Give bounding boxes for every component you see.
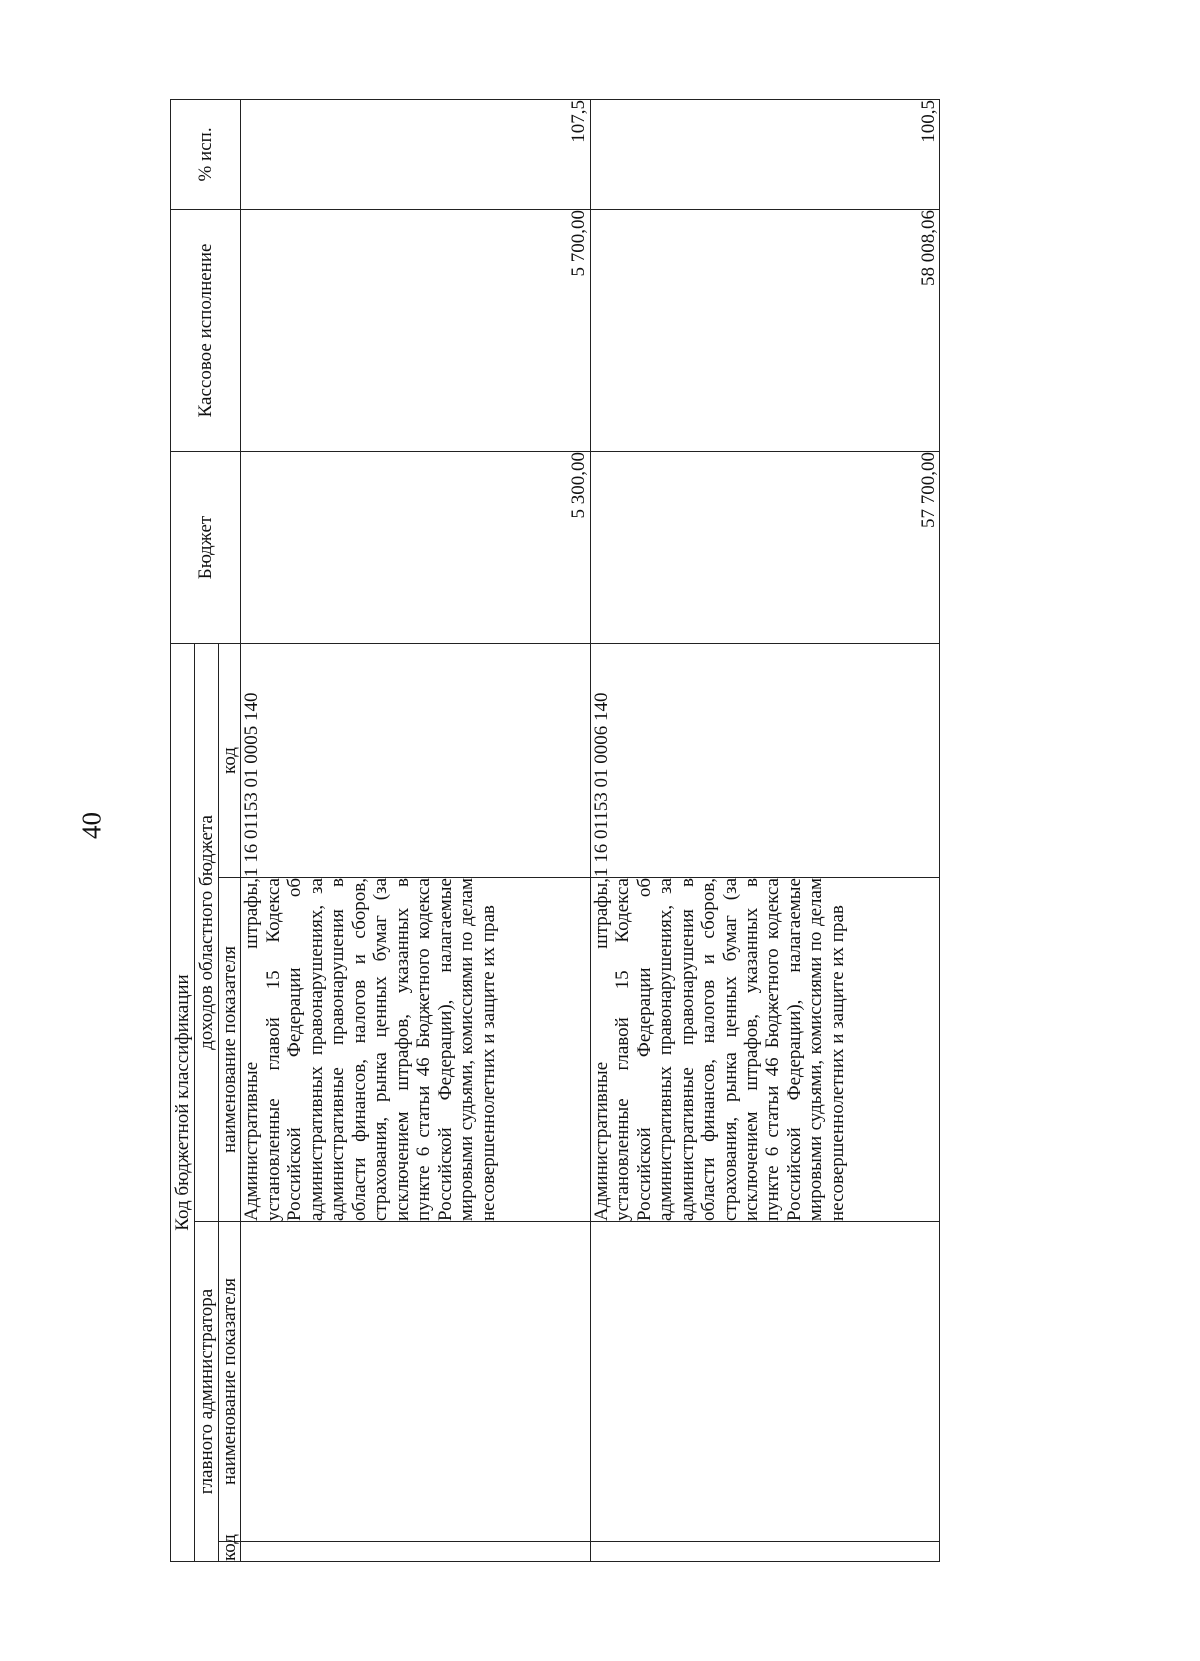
header-budget: Бюджет: [171, 451, 241, 643]
rotated-table-wrapper: [170, 100, 940, 1562]
row-admin-code: [241, 1542, 590, 1562]
row-revenue-code: 1 16 01153 01 0005 140: [241, 643, 590, 877]
header-revenue-code: код: [219, 643, 241, 877]
row-revenue-name: Административные штрафы, установленные главой 15 Кодекса Российской Федерации об административных правонарушениях, за административные правонарушения в области финансов, налогов и сборов, страхования, рынка ценных бумаг (за исключением штрафов, указанных в пункте 6 статьи 46 Бюджетного кодекса Российской Федерации), налагаемые мировыми судьями, комиссиями по делам несовершеннолетних и защите их прав: [241, 878, 590, 1222]
row-revenue-code: 1 16 01153 01 0006 140: [590, 643, 939, 877]
row-admin-code: [590, 1542, 939, 1562]
header-admin-name: наименование показателя: [219, 1222, 241, 1542]
header-cash-execution: Кассовое исполнение: [171, 209, 241, 451]
row-admin-name: [590, 1222, 939, 1542]
row-percent: 100,5: [590, 99, 939, 209]
table-row: [590, 99, 939, 1561]
row-admin-name: [241, 1222, 590, 1542]
row-revenue-name: Административные штрафы, установленные главой 15 Кодекса Российской Федерации об административных правонарушениях, за административные правонарушения в области финансов, налогов и сборов, страхования, рынка ценных бумаг (за исключением штрафов, указанных в пункте 6 статьи 46 Бюджетного кодекса Российской Федерации), налагаемые мировыми судьями, комиссиями по делам несовершеннолетних и защите их прав: [590, 878, 939, 1222]
header-revenue-group: доходов областного бюджета: [195, 643, 219, 1221]
header-percent: % исп.: [171, 99, 241, 209]
budget-table: [170, 99, 940, 1562]
header-admin-code: код: [219, 1534, 240, 1561]
row-budget: 5 300,00: [241, 451, 590, 643]
table-row: [241, 99, 590, 1561]
row-cash-execution: 5 700,00: [241, 209, 590, 451]
header-admin-group: главного администратора: [195, 1222, 219, 1562]
row-cash-execution: 58 008,06: [590, 209, 939, 451]
row-budget: 57 700,00: [590, 451, 939, 643]
header-code-group: Код бюджетной классификации: [171, 643, 195, 1561]
row-percent: 107,5: [241, 99, 590, 209]
page-number: 40: [76, 812, 107, 839]
header-revenue-name: наименование показателя: [219, 878, 241, 1222]
